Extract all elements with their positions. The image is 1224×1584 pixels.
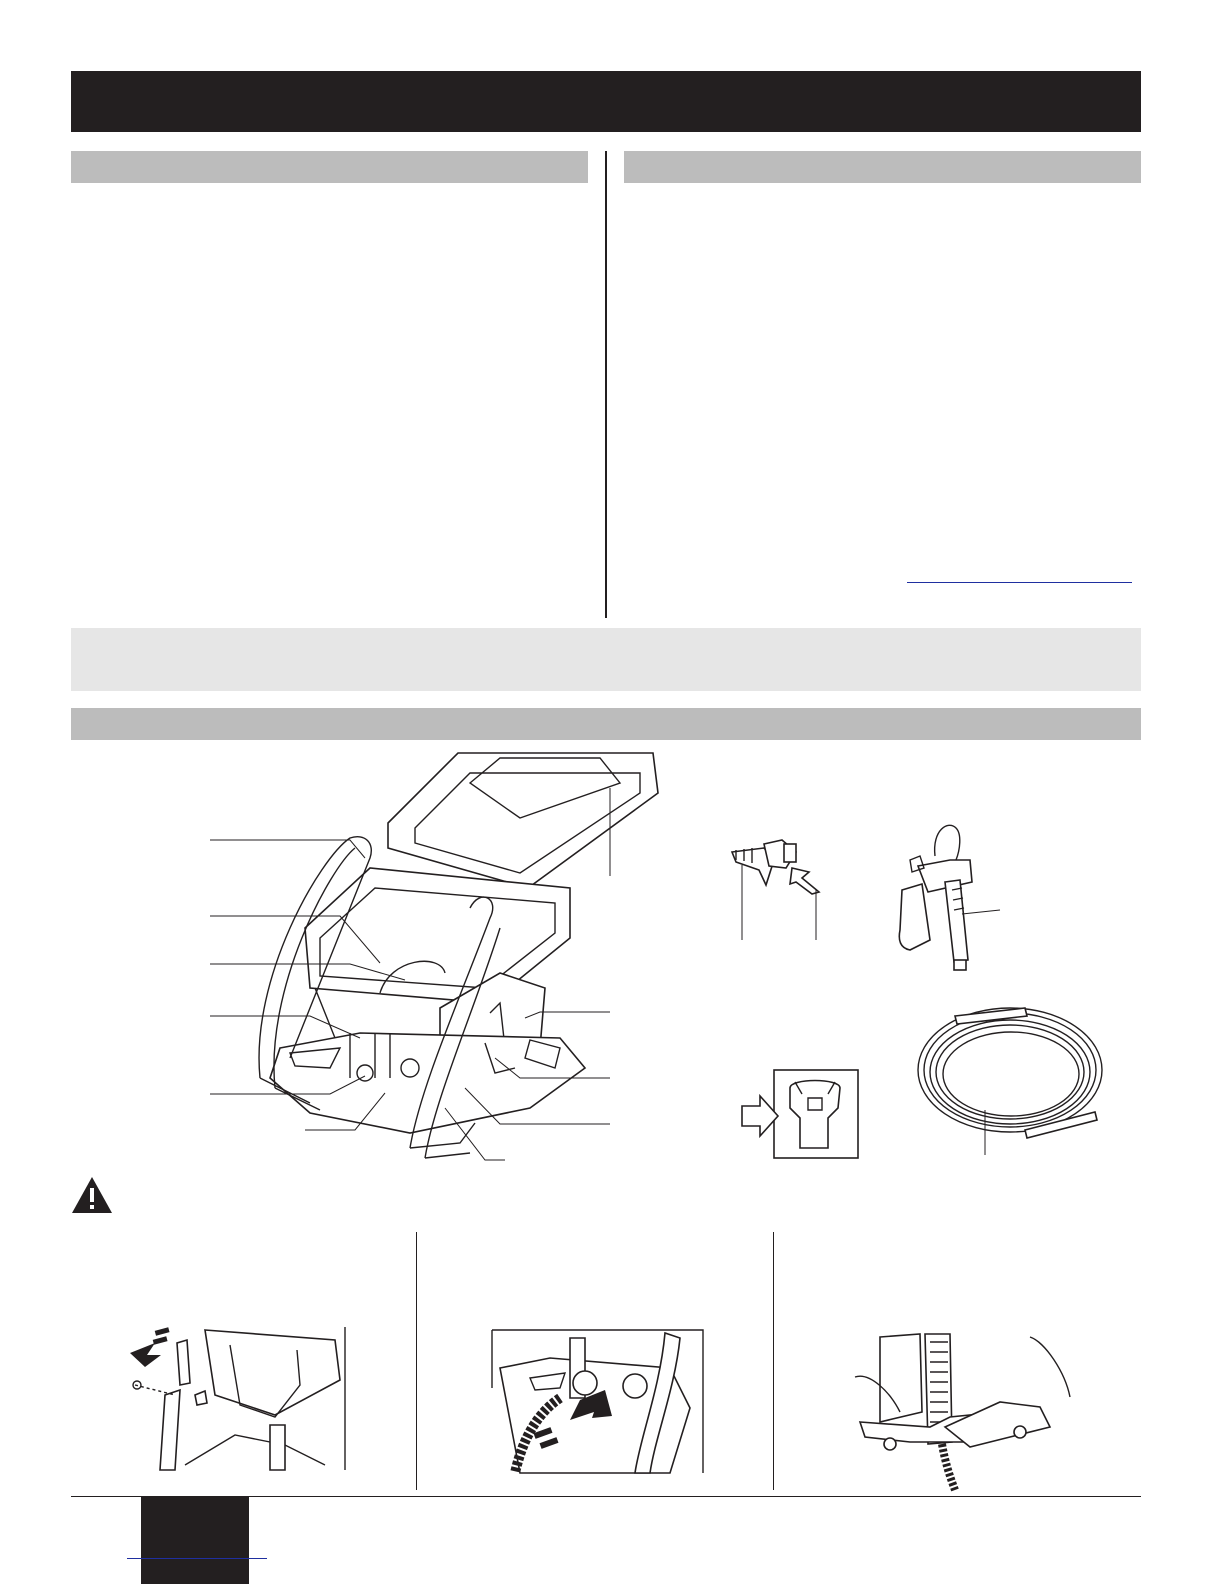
wrench-tighten-illustration: [850, 1332, 1080, 1492]
components-section-header: [71, 708, 1141, 740]
leg-attach-illustration: [125, 1325, 350, 1475]
website-link[interactable]: [907, 582, 1132, 583]
spray-tip-and-guard-illustration: [724, 830, 844, 945]
note-box: [71, 628, 1141, 691]
column-divider: [605, 151, 607, 618]
hose-connect-illustration: [490, 1328, 705, 1478]
tip-insert-arrow-illustration: [740, 1068, 865, 1163]
step-divider-1: [416, 1232, 417, 1490]
sprayer-assembly-illustration: [200, 748, 620, 1168]
page-number-tab: [141, 1497, 249, 1584]
right-section-header: [624, 151, 1141, 183]
footer-link[interactable]: [127, 1558, 267, 1559]
page-title-bar: [71, 71, 1141, 132]
step-divider-2: [773, 1232, 774, 1490]
warning-triangle-icon: [70, 1175, 114, 1215]
spray-gun-illustration: [890, 820, 1010, 980]
left-section-header: [71, 151, 588, 183]
coiled-hose-illustration: [915, 1000, 1115, 1160]
